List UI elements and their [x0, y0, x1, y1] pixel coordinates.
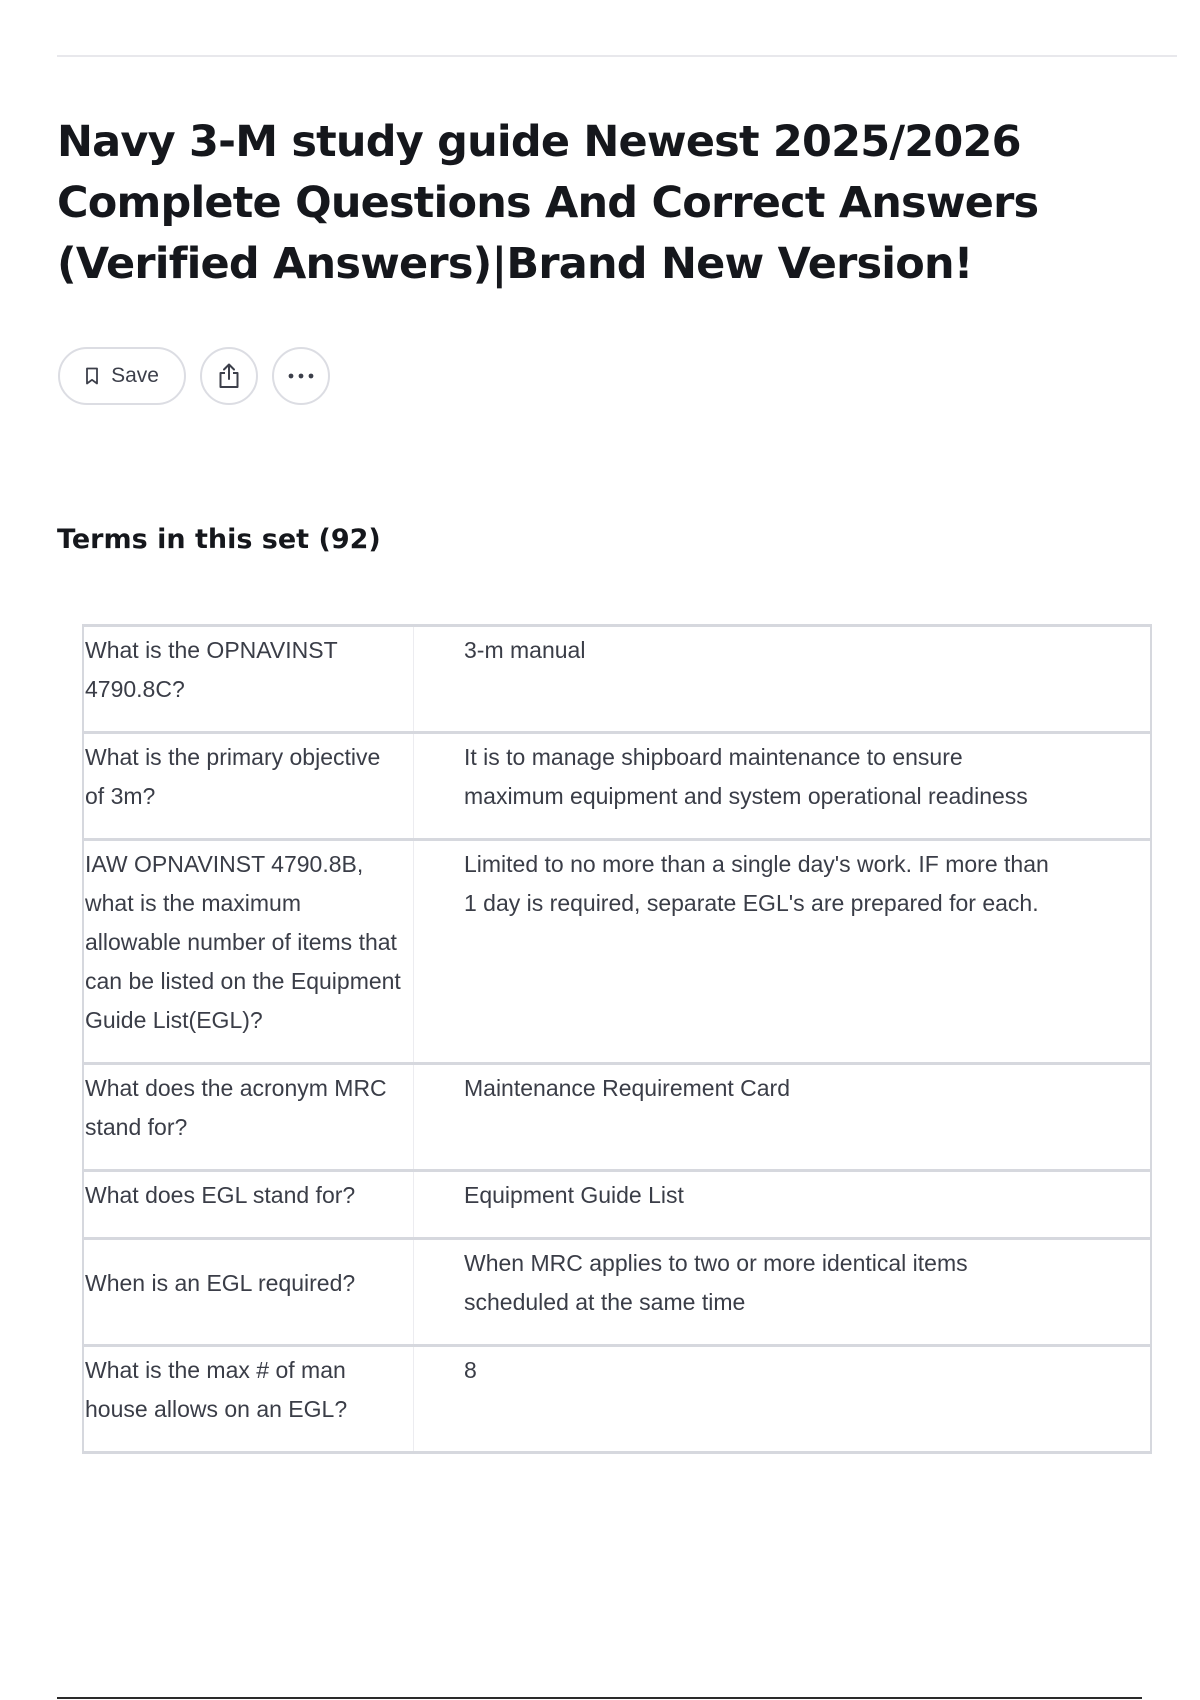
definition-cell: 3-m manual — [414, 626, 1152, 733]
share-button[interactable] — [200, 347, 258, 405]
definition-cell: It is to manage shipboard maintenance to ensure maximum equipment and system operational readiness — [414, 733, 1152, 840]
definition-cell: When MRC applies to two or more identical items scheduled at the same time — [414, 1239, 1152, 1346]
action-bar — [58, 346, 330, 406]
term-cell: When is an EGL required? — [83, 1239, 414, 1346]
terms-table — [82, 624, 1152, 1454]
save-label: Save — [111, 364, 159, 387]
more-options-button[interactable] — [272, 347, 330, 405]
term-cell: What is the max # of man house allows on an EGL? — [83, 1346, 414, 1453]
share-icon — [216, 362, 242, 390]
table-row — [83, 1171, 1151, 1239]
top-divider — [57, 55, 1177, 57]
save-button[interactable] — [58, 347, 186, 405]
bookmark-icon — [85, 367, 99, 385]
table-row — [83, 1346, 1151, 1453]
definition-cell: Limited to no more than a single day's work. IF more than 1 day is required, separate EGL's are prepared for each. — [414, 840, 1152, 1064]
term-cell: IAW OPNAVINST 4790.8B, what is the maximum allowable number of items that can be listed on the Equipment Guide List(EGL)? — [83, 840, 414, 1064]
more-icon — [287, 372, 315, 380]
term-cell: What does the acronym MRC stand for? — [83, 1064, 414, 1171]
table-row — [83, 733, 1151, 840]
definition-cell: Equipment Guide List — [414, 1171, 1152, 1239]
terms-count-heading: Terms in this set (92) — [57, 524, 381, 555]
term-cell: What does EGL stand for? — [83, 1171, 414, 1239]
term-cell: What is the OPNAVINST 4790.8C? — [83, 626, 414, 733]
table-row — [83, 1064, 1151, 1171]
table-row — [83, 1239, 1151, 1346]
term-cell: What is the primary objective of 3m? — [83, 733, 414, 840]
definition-cell: Maintenance Requirement Card — [414, 1064, 1152, 1171]
page-title: Navy 3-M study guide Newest 2025/2026 Complete Questions And Correct Answers (Verified Answers)|Brand New Version! — [57, 117, 1039, 289]
bottom-divider — [57, 1697, 1142, 1699]
table-row — [83, 626, 1151, 733]
table-row — [83, 840, 1151, 1064]
definition-cell: 8 — [414, 1346, 1152, 1453]
